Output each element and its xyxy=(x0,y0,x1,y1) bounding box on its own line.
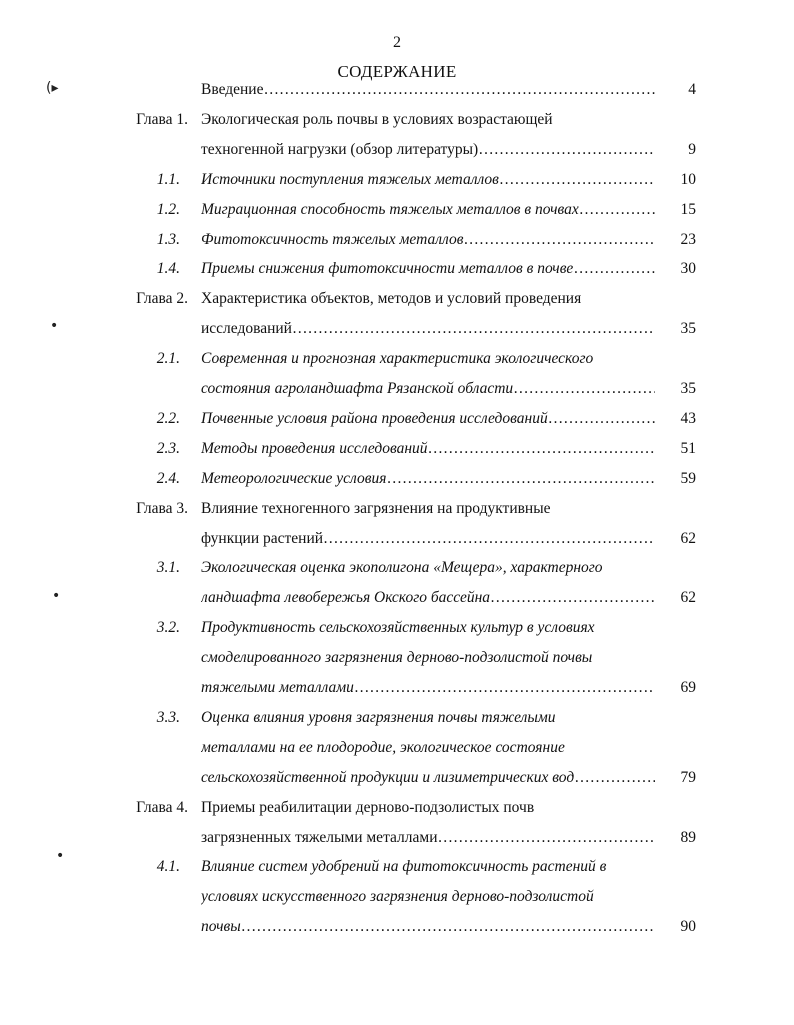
dot-leader xyxy=(478,138,655,162)
toc-entry-title xyxy=(201,766,655,790)
section-label: 3.1. xyxy=(156,559,180,577)
toc-entry-title xyxy=(201,377,655,401)
toc-entry-text: состояния агроландшафта Рязанской области xyxy=(201,380,514,397)
toc-entry-title: смоделированного загрязнения дерново-подзолистой почвы xyxy=(201,649,593,667)
dot-leader xyxy=(574,766,655,790)
page-ref: 23 xyxy=(680,230,696,248)
toc-entry-text: техногенной нагрузки (обзор литературы) xyxy=(201,140,479,158)
toc-entry-line xyxy=(0,168,794,192)
toc-entry-line xyxy=(0,317,794,341)
toc-entry-line xyxy=(0,377,794,401)
toc-entry-line xyxy=(0,108,794,132)
toc-entry-text: загрязненных тяжелыми металлами xyxy=(201,828,438,846)
toc-entry-text: сельскохозяйственной продукции и лизиметрических вод xyxy=(201,768,575,786)
toc-entry-line xyxy=(0,736,794,760)
toc-entry-title xyxy=(201,198,655,222)
toc-entry-line xyxy=(0,646,794,670)
page-ref: 59 xyxy=(680,469,696,487)
section-label: 1.1. xyxy=(156,170,180,188)
dot-leader xyxy=(292,317,655,341)
toc-entry-title: Экологическая роль почвы в условиях возрастающей xyxy=(201,110,553,128)
toc-entry-line xyxy=(0,467,794,491)
toc-entry-text: Почвенные условия района проведения исследований xyxy=(201,409,548,427)
toc-title: СОДЕРЖАНИЕ xyxy=(337,62,457,81)
binding-hole-mark: • xyxy=(50,318,59,334)
section-label: 1.4. xyxy=(156,260,180,278)
page-ref: 4 xyxy=(688,81,696,98)
toc-entry-title: Продуктивность сельскохозяйственных культур в условиях xyxy=(201,619,595,637)
toc-entry-title xyxy=(201,467,655,491)
toc-entry-text: Источники поступления тяжелых металлов xyxy=(201,170,499,188)
toc-entry-title xyxy=(201,317,655,341)
chapter-label: Глава 4. xyxy=(136,798,188,816)
dot-leader xyxy=(463,228,655,252)
dot-leader xyxy=(513,377,655,401)
page-ref: 79 xyxy=(680,768,696,786)
page-ref: 62 xyxy=(680,529,696,547)
toc-entry-text: Метеорологические условия xyxy=(201,469,387,487)
toc-entry-title xyxy=(201,168,655,192)
toc-entry-line xyxy=(0,347,794,371)
toc-entry-title: Оценка влияния уровня загрязнения почвы тяжелыми xyxy=(201,708,556,726)
dot-leader xyxy=(428,437,655,461)
toc-entry-title xyxy=(201,228,655,252)
page-ref: 89 xyxy=(680,828,696,846)
page-number: 2 xyxy=(393,34,401,51)
page-ref: 43 xyxy=(680,409,696,427)
chapter-label: Глава 2. xyxy=(136,290,188,308)
toc-entry-title: Характеристика объектов, методов и условий проведения xyxy=(201,290,582,308)
toc-entry-title: Приемы реабилитации дерново-подзолистых почв xyxy=(201,798,535,816)
section-label: 2.2. xyxy=(156,409,180,427)
section-label: 2.1. xyxy=(156,350,180,368)
page-ref: 90 xyxy=(680,918,696,936)
dot-leader xyxy=(499,168,655,192)
binding-hole-mark: • xyxy=(56,848,65,864)
dot-leader xyxy=(548,407,655,431)
toc-entry-line xyxy=(0,766,794,790)
section-label: 1.2. xyxy=(156,200,180,218)
binding-hole-mark: • xyxy=(52,588,61,604)
toc-entry-text: почвы xyxy=(201,918,241,936)
toc-entry-line xyxy=(0,78,794,102)
toc-entry-text: Миграционная способность тяжелых металлов в почвах xyxy=(201,200,579,218)
dot-leader xyxy=(241,915,655,939)
chapter-label: Глава 3. xyxy=(136,499,188,517)
page-ref: 10 xyxy=(680,170,696,188)
toc-entry-title xyxy=(201,915,655,939)
section-label: 3.2. xyxy=(156,619,180,637)
toc-entry-line xyxy=(0,287,794,311)
toc-entry-text: исследований xyxy=(201,320,292,338)
toc-entry-line xyxy=(0,228,794,252)
toc-entry-line xyxy=(0,527,794,551)
toc-entry-line xyxy=(0,198,794,222)
toc-entry-title: Современная и прогнозная характеристика экологического xyxy=(201,350,594,368)
toc-entry-title: Влияние систем удобрений на фитотоксичность растений в xyxy=(201,858,607,876)
toc-entry-line xyxy=(0,826,794,850)
dot-leader xyxy=(438,826,656,850)
toc-entry-text: Введение xyxy=(201,81,264,98)
toc-entry-line xyxy=(0,556,794,580)
section-label: 4.1. xyxy=(156,858,180,876)
toc-entry-text: Приемы снижения фитотоксичности металлов в почве xyxy=(201,260,574,278)
binding-hole-mark: (▸ xyxy=(46,80,59,96)
toc-entry-line xyxy=(0,915,794,939)
toc-entry-text: Фитотоксичность тяжелых металлов xyxy=(201,230,464,248)
toc-entry-title: Экологическая оценка экополигона «Мещера», характерного xyxy=(201,559,603,577)
toc-entry-title xyxy=(201,257,655,281)
dot-leader xyxy=(323,527,655,551)
page-ref: 9 xyxy=(688,140,696,158)
toc-entry-title xyxy=(201,826,655,850)
dot-leader xyxy=(579,198,655,222)
toc-entry-text: тяжелыми металлами xyxy=(201,679,354,696)
toc-entry-text: ландшафта левобережья Окского бассейна xyxy=(201,589,491,607)
toc-entry-title: Влияние техногенного загрязнения на продуктивные xyxy=(201,499,551,517)
toc-entry-line xyxy=(0,437,794,461)
dot-leader xyxy=(386,467,655,491)
toc-entry-title xyxy=(201,437,655,461)
page-ref: 62 xyxy=(680,589,696,607)
toc-entry-line xyxy=(0,586,794,610)
toc-entry-title: условиях искусственного загрязнения дерново-подзолистой xyxy=(201,888,594,906)
section-label: 1.3. xyxy=(156,230,180,248)
toc-entry-line xyxy=(0,497,794,521)
page-ref: 69 xyxy=(680,679,696,696)
page-ref: 51 xyxy=(680,439,696,457)
dot-leader xyxy=(263,78,655,102)
dot-leader xyxy=(354,676,655,700)
toc-entry-line xyxy=(0,706,794,730)
dot-leader xyxy=(490,586,655,610)
toc-entry-title xyxy=(201,676,655,700)
section-label: 2.4. xyxy=(156,469,180,487)
page-ref: 15 xyxy=(680,200,696,218)
toc-entry-line xyxy=(0,885,794,909)
toc-entry-line xyxy=(0,407,794,431)
toc-entry-title xyxy=(201,527,655,551)
toc-entry-title xyxy=(201,78,655,102)
toc-entry-line xyxy=(0,257,794,281)
toc-entry-title xyxy=(201,586,655,610)
toc-entry-line xyxy=(0,855,794,879)
toc-entry-text: функции растений xyxy=(201,529,324,547)
page-ref: 30 xyxy=(680,260,696,278)
toc-entry-title xyxy=(201,138,655,162)
page-ref: 35 xyxy=(680,320,696,338)
toc-entry-title: металлами на ее плодородие, экологическое состояние xyxy=(201,738,565,756)
section-label: 2.3. xyxy=(156,439,180,457)
section-label: 3.3. xyxy=(156,708,180,726)
toc-entry-text: Методы проведения исследований xyxy=(201,439,428,457)
chapter-label: Глава 1. xyxy=(136,110,188,128)
toc-entry-line xyxy=(0,676,794,700)
page-ref: 35 xyxy=(680,380,696,397)
toc-entry-line xyxy=(0,796,794,820)
toc-entry-line xyxy=(0,616,794,640)
dot-leader xyxy=(573,257,655,281)
toc-entry-line xyxy=(0,138,794,162)
toc-entry-title xyxy=(201,407,655,431)
